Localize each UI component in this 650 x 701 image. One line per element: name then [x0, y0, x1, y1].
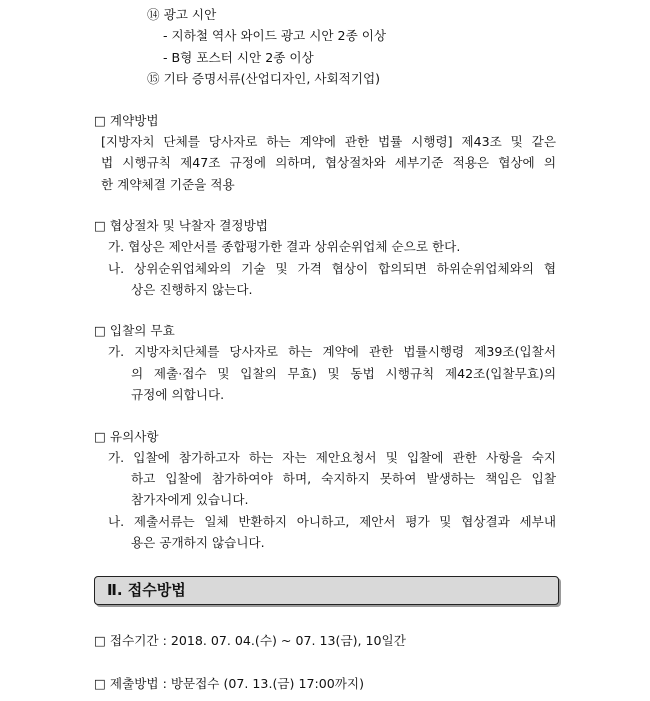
notes-item-na-2: 용은 공개하지 않습니다. — [131, 535, 265, 550]
negotiation-item-na-2: 상은 진행하지 않는다. — [131, 282, 253, 297]
reception-method: □ 제출방법 : 방문접수 (07. 13.(금) 17:00까지) — [94, 676, 364, 691]
section-heading-notes: □ 유의사항 — [94, 429, 159, 444]
list-item-14: ⑭ 광고 시안 — [147, 7, 217, 22]
section-banner — [94, 576, 559, 605]
contract-line-3: 한 계약체결 기준을 적용 — [101, 177, 235, 192]
reception-period: □ 접수기간 : 2018. 07. 04.(수) ~ 07. 13(금), 10일간 — [94, 633, 406, 648]
notes-item-ga-1: 가. 입찰에 참가하고자 하는 자는 제안요청서 및 입찰에 관한 사항을 숙지 — [108, 450, 556, 465]
negotiation-item-ga: 가. 협상은 제안서를 종합평가한 결과 상위순위업체 순으로 한다. — [108, 239, 461, 254]
notes-item-ga-3: 참가자에게 있습니다. — [131, 492, 249, 507]
section-heading-invalid: □ 입찰의 무효 — [94, 323, 175, 338]
contract-line-2: 법 시행규칙 제47조 규정에 의하며, 협상절차와 세부기준 적용은 협상에 의 — [101, 155, 556, 170]
section-heading-negotiation: □ 협상절차 및 낙찰자 결정방법 — [94, 218, 268, 233]
list-subitem-poster: - B형 포스터 시안 2종 이상 — [163, 50, 314, 65]
negotiation-item-na-1: 나. 상위순위업체와의 기술 및 가격 협상이 합의되면 하위순위업체와의 협 — [108, 261, 556, 276]
section-title: Ⅱ. 접수방법 — [107, 581, 186, 599]
list-subitem-subway-ad: - 지하철 역사 와이드 광고 시안 2종 이상 — [163, 28, 387, 43]
notes-item-na-1: 나. 제출서류는 일체 반환하지 아니하고, 제안서 평가 및 협상결과 세부내 — [108, 514, 556, 529]
invalid-item-ga-1: 가. 지방자치단체를 당사자로 하는 계약에 관한 법률시행령 제39조(입찰서 — [108, 344, 556, 359]
invalid-item-ga-2: 의 제출·접수 및 입찰의 무효) 및 동법 시행규칙 제42조(입찰무효)의 — [131, 366, 556, 381]
notes-item-ga-2: 하고 입찰에 참가하여야 하며, 숙지하지 못하여 발생하는 책임은 입찰 — [131, 471, 556, 486]
invalid-item-ga-3: 규정에 의합니다. — [131, 387, 225, 402]
section-heading-contract: □ 계약방법 — [94, 113, 159, 128]
contract-line-1: [지방자치 단체를 당사자로 하는 계약에 관한 법률 시행령] 제43조 및 같은 — [101, 134, 556, 149]
list-item-15: ⑮ 기타 증명서류(산업디자인, 사회적기업) — [147, 71, 381, 86]
